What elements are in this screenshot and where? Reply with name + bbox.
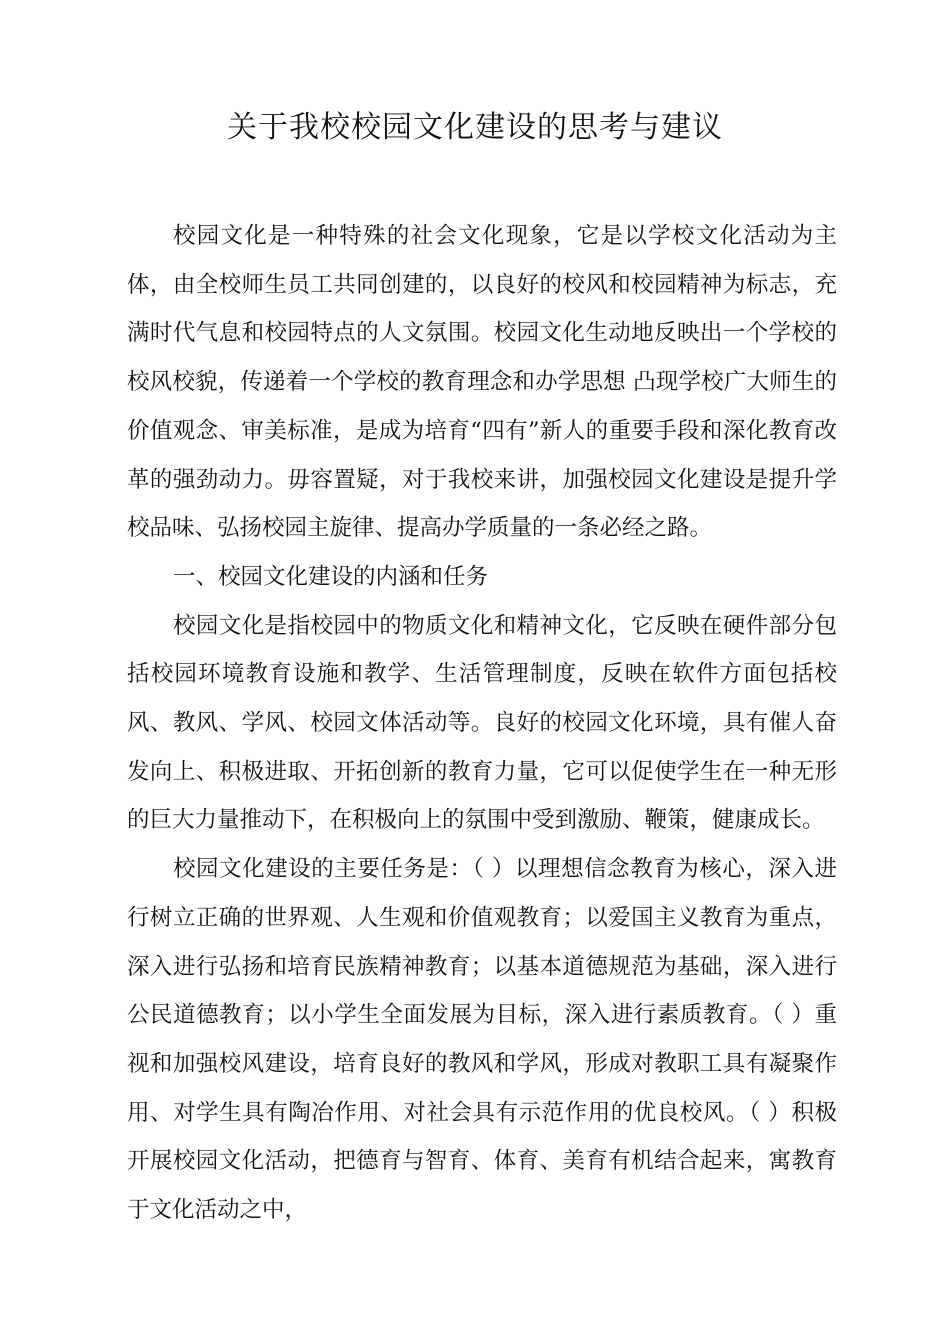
section-heading: 一、校园文化建设的内涵和任务 [173, 563, 489, 590]
document-body [127, 212, 837, 1235]
intro-paragraph: 校园文化是一种特殊的社会文化现象，它是以学校文化活动为主体，由全校师生员工共同创建的，以良好的校风和校园精神为标志，充满时代气息和校园特点的人文氛围。校园文化生动地反映出一个学校的校风校貌，传递着一个学校的教育理念和办学思想 凸现学校广大师生的价值观念、审美标准，是成为培育“四有”新人的重要手段和深化教育改革的强劲动力。毋容置疑，对于我校来讲，加强校园文化建设是提升学校品味、弘扬校园主旋律、提高办学质量的一条必经之路。 [127, 223, 837, 542]
tasks-paragraph: 校园文化建设的主要任务是：（ ）以理想信念教育为核心，深入进行树立正确的世界观、人生观和价值观教育；以爱国主义教育为重点，深入进行弘扬和培育民族精神教育；以基本道德规范为基础，深入进行公民道德教育；以小学生全面发展为目标，深入进行素质教育。（ ）重视和加强校风建设，培育良好的教风和学风，形成对教职工具有凝聚作用、对学生具有陶冶作用、对社会具有示范作用的优良校风。（ ）积极开展校园文化活动，把德育与智育、体育、美育有机结合起来，寓教育于文化活动之中， [127, 856, 837, 1224]
definition-paragraph: 校园文化是指校园中的物质文化和精神文化，它反映在硬件部分包括校园环境教育设施和教学、生活管理制度，反映在软件方面包括校风、教风、学风、校园文体活动等。良好的校园文化环境，具有催人奋发向上、积极进取、开拓创新的教育力量，它可以促使学生在一种无形的巨大力量推动下，在积极向上的氛围中受到激励、鞭策，健康成长。 [127, 612, 837, 834]
document-title: 关于我校校园文化建设的思考与建议 [227, 110, 723, 145]
